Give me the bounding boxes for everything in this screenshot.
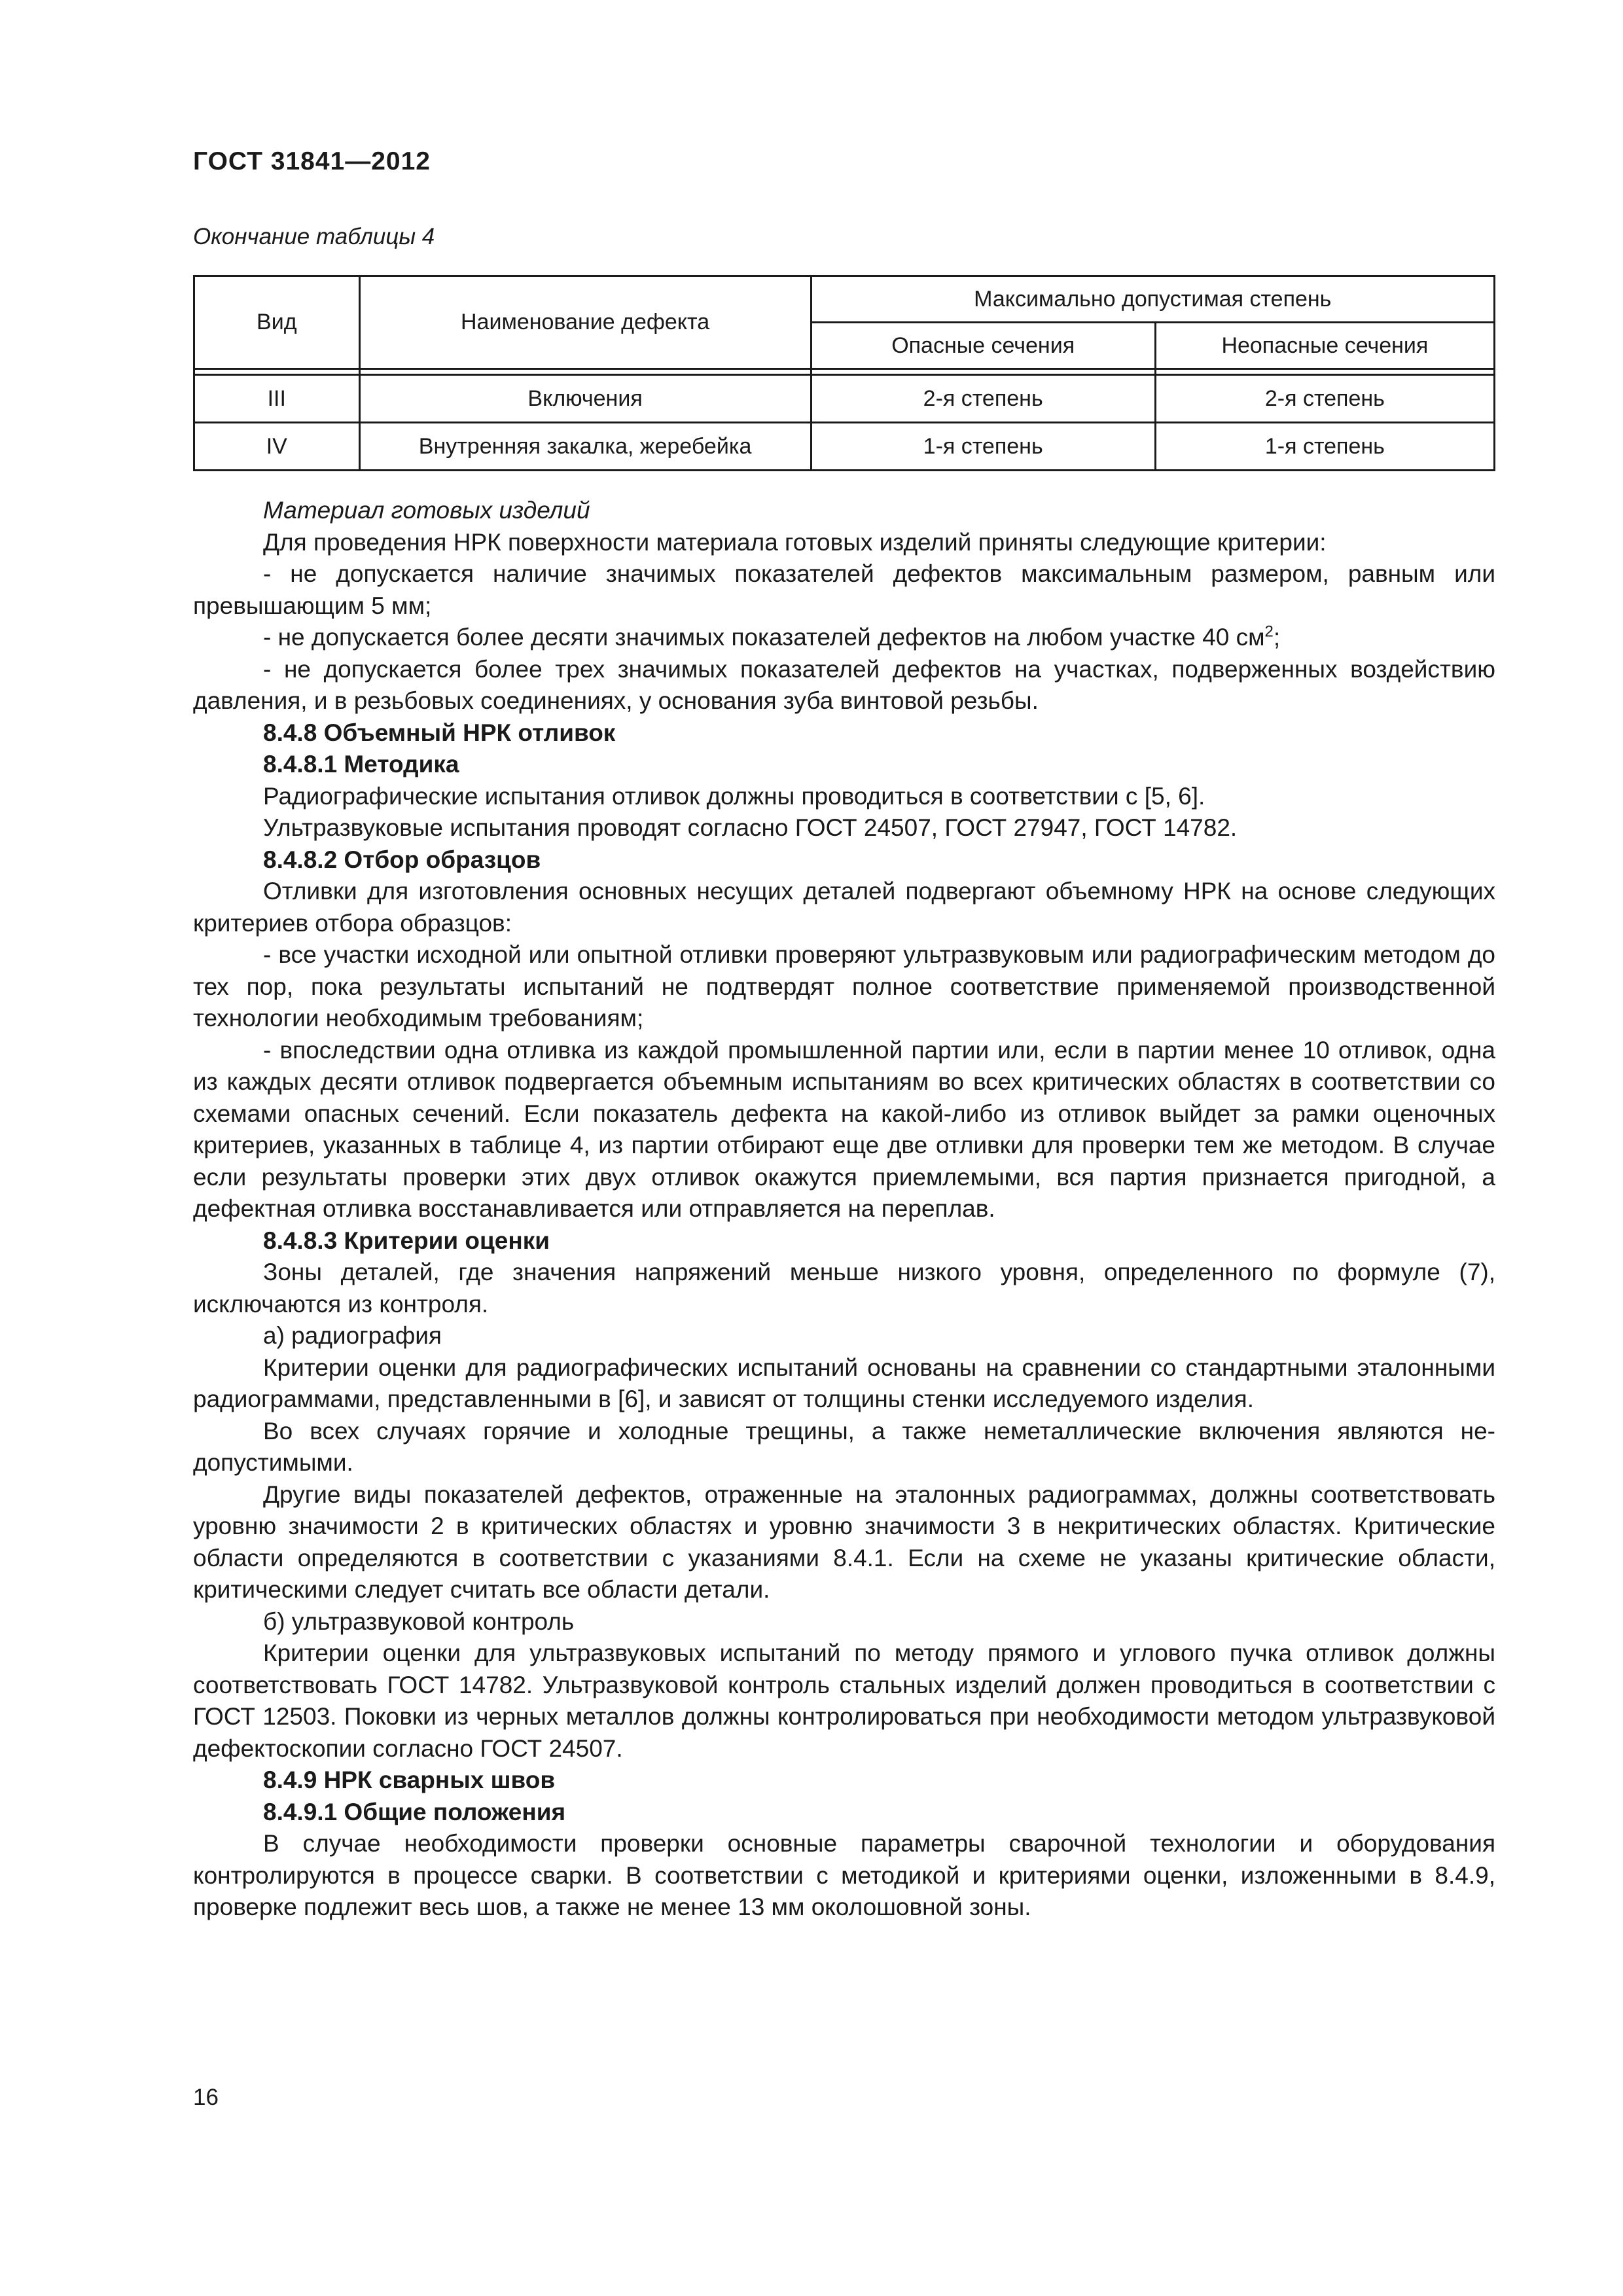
cell-defect-name: Внутренняя закалка, жеребейка <box>359 423 811 471</box>
paragraph: Ультразвуковые испытания проводят согласно ГОСТ 24507, ГОСТ 27947, ГОСТ 14782. <box>263 814 1238 841</box>
list-item: - все участки исходной или опытной отливки проверяют ультразвуковым или радиографическим методом до тех пор, пока результаты испытаний не подтвердят полное соответствие применяемой производственной технологии необходимым требованиям; <box>193 941 1495 1031</box>
paragraph: а) радиография <box>263 1322 442 1349</box>
page-number: 16 <box>193 2085 219 2110</box>
section-heading: 8.4.8.1 Методика <box>263 751 459 778</box>
cell-dangerous: 1-я степень <box>811 423 1155 471</box>
list-item-text: - не допускается более десяти значимых показателей дефектов на любом участке 40 см <box>263 624 1265 651</box>
header-kind: Вид <box>194 276 360 369</box>
table-header-row <box>194 276 1495 323</box>
section-heading: 8.4.8.2 Отбор образцов <box>263 846 541 873</box>
cell-kind: IV <box>194 423 360 471</box>
paragraph: Во всех случаях горячие и холодные трещины, а также неметаллические включения являются недопустимыми. <box>193 1417 1495 1476</box>
table-row <box>194 423 1495 471</box>
section-heading: 8.4.8 Объемный НРК отливок <box>263 719 616 746</box>
list-item <box>193 622 1495 654</box>
header-safe-sections: Неопасные сечения <box>1155 323 1494 369</box>
list-item: - не допускается более трех значимых показателей дефектов на участках, подверженных воздействию давления, и в резьбовых соединениях, у основания зуба винтовой резьбы. <box>193 655 1495 714</box>
paragraph: Зоны деталей, где значения напряжений меньше низкого уровня, определенного по формуле (7), исключаются из контроля. <box>193 1259 1495 1318</box>
table-caption: Окончание таблицы 4 <box>193 224 435 249</box>
cell-defect-name: Включения <box>359 375 811 423</box>
list-item: - не допускается наличие значимых показателей дефектов максимальным размером, равным или превышающим 5 мм; <box>193 560 1495 619</box>
subheading-finished-material: Материал готовых изделий <box>263 497 590 524</box>
list-item: - впоследствии одна отливка из каждой промышленной партии или, если в партии менее 10 отливок, одна из каждых десяти отливок подвергается объемным испытаниям во всех критических областях в соответствии со схемами опасных сечений. Если показатель дефекта на какой-либо из отливок выйдет за рамки оценочных критериев, указанных в таблице 4, из партии отбирают еще две отливки для проверки тем же методом. В случае если результаты проверки этих двух отливок окажутся приемлемыми, вся партия признается пригодной, а дефектная отливка восстанавливается или отправляется на переплав. <box>193 1036 1495 1222</box>
paragraph: Отливки для изготовления основных несущих деталей подвергают объемному НРК на основе следующих критериев отбора образцов: <box>193 878 1495 937</box>
paragraph: Другие виды показателей дефектов, отраженные на эталонных радиограммах, должны соответствовать уровню значимости 2 в критических областях и уровню значимости 3 в некритических областях. Критические области определяются в соответствии с указаниями 8.4.1. Если на схеме не указаны критические области, критическими следует считать все области детали. <box>193 1480 1495 1603</box>
section-heading: 8.4.9.1 Общие положения <box>263 1798 566 1825</box>
list-item-end: ; <box>1273 624 1281 651</box>
paragraph: В случае необходимости проверки основные параметры сварочной технологии и оборудования контролируются в процессе сварки. В соответствии с методикой и критериями оценки, изложенными в 8.4.9, проверке подлежит весь шов, а также не менее 13 мм околошовной зоны. <box>193 1830 1495 1920</box>
cell-safe: 2-я степень <box>1155 375 1494 423</box>
section-heading: 8.4.8.3 Критерии оценки <box>263 1227 550 1254</box>
cell-kind: III <box>194 375 360 423</box>
cell-safe: 1-я степень <box>1155 423 1494 471</box>
paragraph: Критерии оценки для ультразвуковых испытаний по методу прямого и углового пучка отливок должны соответствовать ГОСТ 14782. Ультразвуковой контроль стальных изделий должен проводиться в соответствии с ГОСТ 12503. Поковки из черных металлов должны контролироваться при необходимости методом ультразвуковой дефектоскопии согласно ГОСТ 24507. <box>193 1640 1495 1762</box>
header-separator <box>194 369 1495 375</box>
section-heading: 8.4.9 НРК сварных швов <box>263 1767 556 1793</box>
paragraph: Критерии оценки для радиографических испытаний основаны на сравнении со стандартными эталонными радиограммами, представленными в [6], и зависят от толщины стенки исследуемого изделия. <box>193 1354 1495 1412</box>
body-text <box>193 495 1495 1924</box>
table-row <box>194 375 1495 423</box>
paragraph: Радиографические испытания отливок должны проводиться в соответствии с [5, 6]. <box>263 782 1205 810</box>
defects-table <box>193 275 1495 471</box>
header-defect-name: Наименование дефекта <box>359 276 811 369</box>
header-max-degree: Максимально допустимая степень <box>811 276 1494 323</box>
superscript: 2 <box>1264 622 1274 641</box>
document-id-header: ГОСТ 31841—2012 <box>193 147 431 175</box>
paragraph: Для проведения НРК поверхности материала готовых изделий приняты следующие критерии: <box>263 528 1327 556</box>
header-dangerous-sections: Опасные сечения <box>811 323 1155 369</box>
cell-dangerous: 2-я степень <box>811 375 1155 423</box>
paragraph: б) ультразвуковой контроль <box>263 1607 575 1635</box>
